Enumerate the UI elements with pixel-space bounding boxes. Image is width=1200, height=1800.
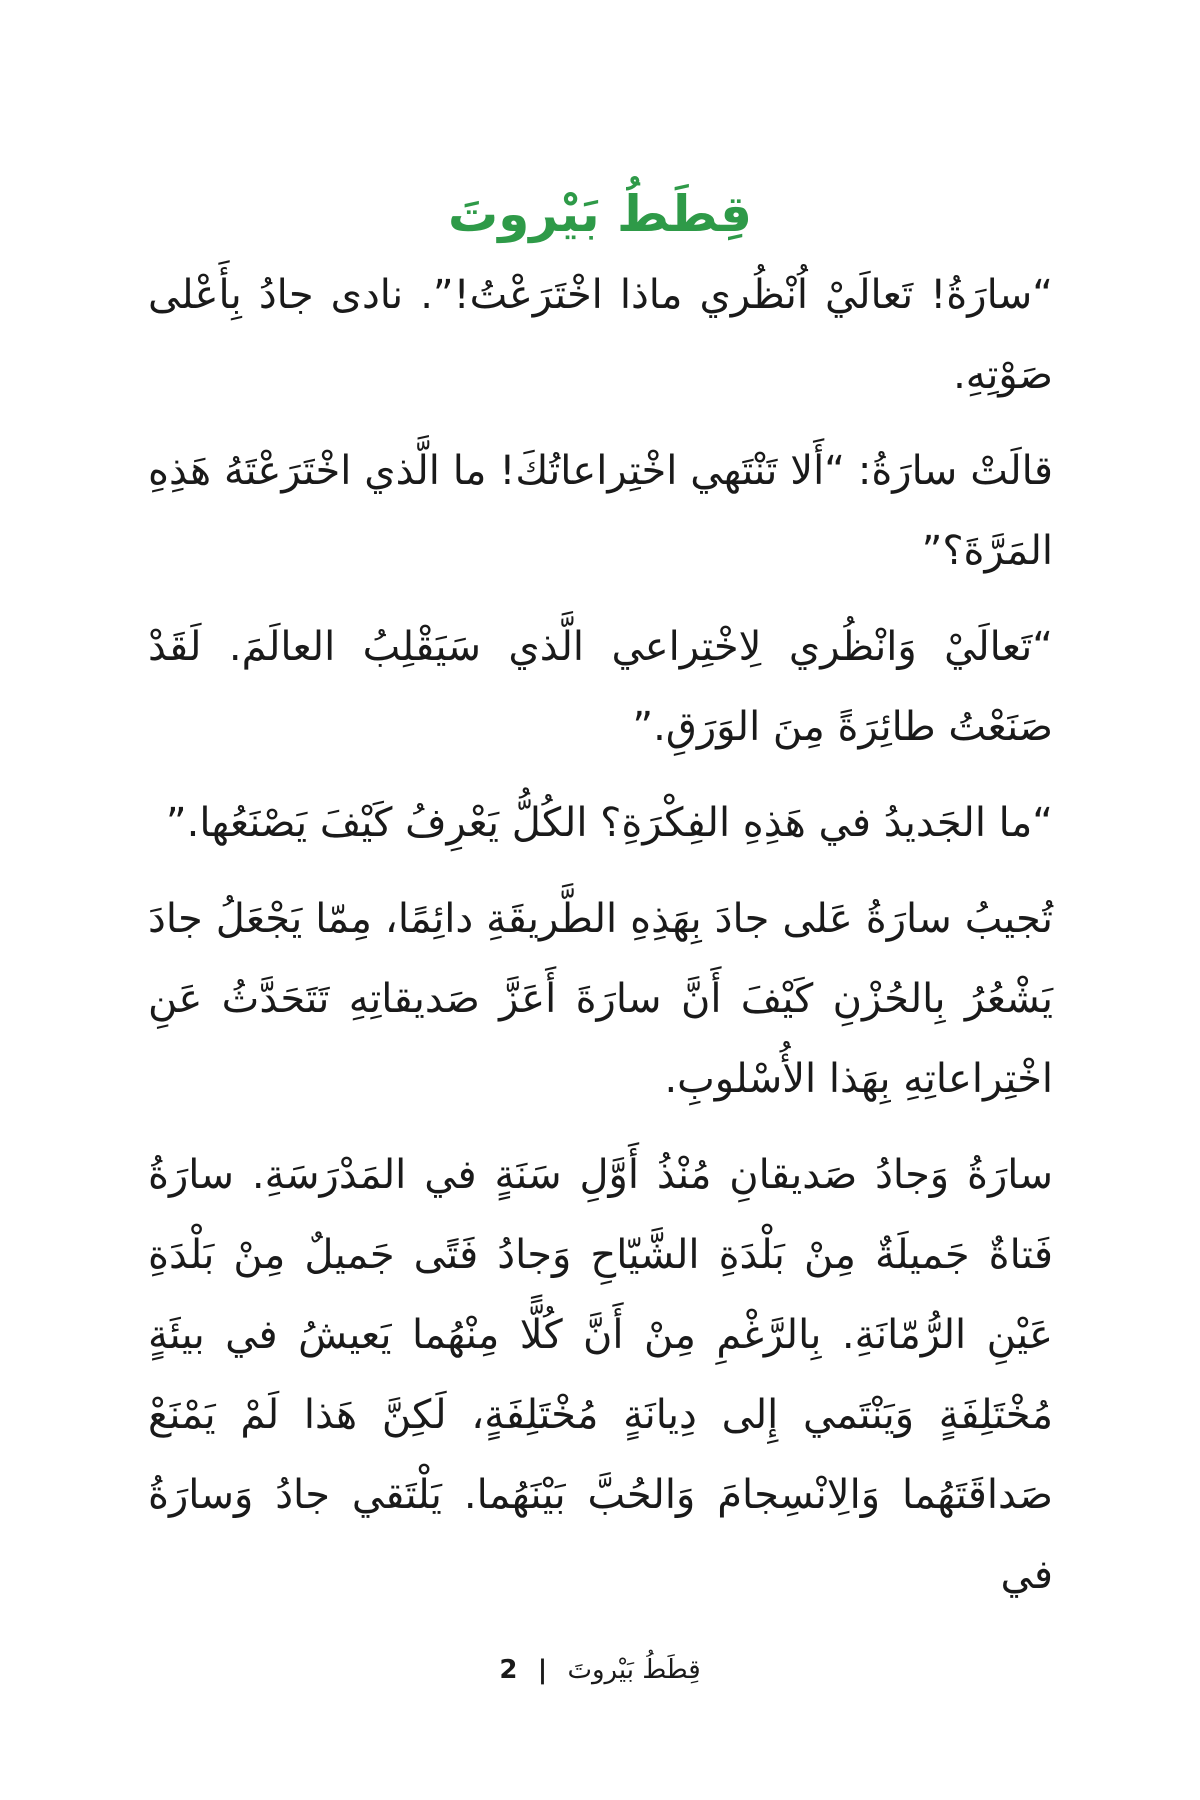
footer-separator: | (537, 1655, 548, 1685)
paragraph: “سارَةُ! تَعالَيْ اُنْظُري ماذا اخْتَرَعْتُ!”. نادى جادُ بِأَعْلى صَوْتِهِ. (148, 272, 1053, 398)
story-text (148, 255, 1053, 1631)
page-title: قِطَطُ بَيْروتَ (447, 184, 752, 243)
footer-book-title: قِطَطُ بَيْروتَ (567, 1655, 701, 1685)
page-footer (0, 1650, 1200, 1690)
paragraph: قالَتْ سارَةُ: “أَلا تَنْتَهي اخْتِراعاتُكَ! ما الَّذي اخْتَرَعْتَهُ هَذِهِ المَرَّةَ؟” (148, 448, 1053, 574)
paragraph: “تَعالَيْ وَانْظُري لِاخْتِراعي الَّذي سَيَقْلِبُ العالَمَ. لَقَدْ صَنَعْتُ طائِرَةً مِنَ الوَرَقِ.” (148, 624, 1053, 750)
paragraph: سارَةُ وَجادُ صَديقانِ مُنْذُ أَوَّلِ سَنَةٍ في المَدْرَسَةِ. سارَةُ فَتاةٌ جَميلَةٌ مِنْ بَلْدَةِ الشَّيّاحِ وَجادُ فَتًى جَميلٌ مِنْ بَلْدَةِ عَيْنِ الرُّمّانَةِ. بِالرَّغْمِ مِنْ أَنَّ كُلًّا مِنْهُما يَعيشُ في بيئَةٍ مُخْتَلِفَةٍ وَيَنْتَمي إِلى دِيانَةٍ مُخْتَلِفَةٍ، لَكِنَّ هَذا لَمْ يَمْنَعْ صَداقَتَهُما وَالِانْسِجامَ وَالحُبَّ بَيْنَهُما. يَلْتَقي جادُ وَسارَةُ في (148, 1152, 1053, 1598)
page-number: 2 (499, 1655, 518, 1685)
paragraph: تُجيبُ سارَةُ عَلى جادَ بِهَذِهِ الطَّريقَةِ دائِمًا، مِمّا يَجْعَلُ جادَ يَشْعُرُ بِالحُزْنِ كَيْفَ أَنَّ سارَةَ أَعَزَّ صَديقاتِهِ تَتَحَدَّثُ عَنِ اخْتِراعاتِهِ بِهَذا الأُسْلوبِ. (148, 896, 1053, 1102)
paragraph: “ما الجَديدُ في هَذِهِ الفِكْرَةِ؟ الكُلُّ يَعْرِفُ كَيْفَ يَصْنَعُها.” (165, 800, 1053, 846)
